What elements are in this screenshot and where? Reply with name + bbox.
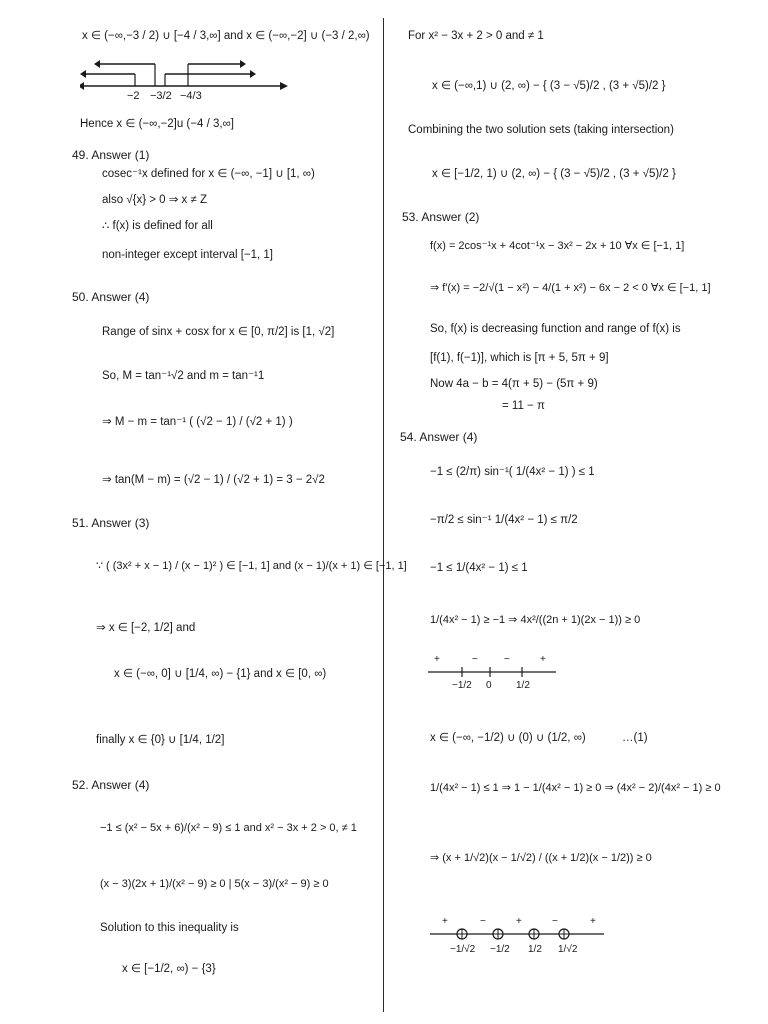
sign2-0: + [442, 916, 448, 927]
tick2-2: 1/2 [528, 944, 542, 955]
right-line-1: For x² − 3x + 2 > 0 and ≠ 1 [408, 30, 544, 42]
q52-line-b: (x − 3)(2x + 1)/(x² − 9) ≥ 0 | 5(x − 3)/(x² − 9) ≥ 0 [100, 878, 329, 890]
q53-header: 53. Answer (2) [402, 210, 480, 224]
q53-line-c: So, f(x) is decreasing function and range of f(x) is [430, 323, 681, 335]
q54-line-a: −1 ≤ (2/π) sin⁻¹( 1/(4x² − 1) ) ≤ 1 [430, 466, 595, 478]
tick1-0: −1/2 [452, 680, 472, 691]
tick2-1: −1/2 [490, 944, 510, 955]
q53-line-d: [f(1), f(−1)], which is [π + 5, 5π + 9] [430, 352, 609, 364]
q49-line-a: cosec⁻¹x defined for x ∈ (−∞, −1] ∪ [1, ∞) [102, 168, 315, 180]
left-line-1: x ∈ (−∞,−3 / 2) ∪ [−4 / 3,∞] and x ∈ (−∞,−2] ∪ (−3 / 2,∞) [82, 30, 370, 42]
hence-line: Hence x ∈ (−∞,−2]u (−4 / 3,∞] [80, 118, 234, 130]
sign1-0: + [434, 654, 440, 665]
q52-line-a: −1 ≤ (x² − 5x + 6)/(x² − 9) ≤ 1 and x² − 3x + 2 > 0, ≠ 1 [100, 822, 357, 834]
sign1-1: − [472, 654, 478, 665]
q49-line-b: also √{x} > 0 ⇒ x ≠ Z [102, 194, 208, 206]
q49-line-c: ∴ f(x) is defined for all [102, 220, 213, 232]
q49-header: 49. Answer (1) [72, 148, 150, 162]
q54-line-d: 1/(4x² − 1) ≥ −1 ⇒ 4x²/((2n + 1)(2x − 1)) ≥ 0 [430, 614, 641, 626]
sign2-3: − [552, 916, 558, 927]
tick2-3: 1/√2 [558, 944, 578, 955]
q53-line-a: f(x) = 2cos⁻¹x + 4cot⁻¹x − 3x² − 2x + 10 ∀x ∈ [−1, 1] [430, 240, 685, 252]
right-line-4: x ∈ [−1/2, 1) ∪ (2, ∞) − { (3 − √5)/2 , (3 + √5)/2 } [432, 168, 676, 180]
numline1-tick-3: −4/3 [180, 90, 202, 102]
sign2-4: + [590, 916, 596, 927]
q51-line-c: x ∈ (−∞, 0] ∪ [1/4, ∞) − {1} and x ∈ [0, ∞) [114, 668, 327, 680]
q52-header: 52. Answer (4) [72, 778, 150, 792]
column-divider [383, 18, 384, 1012]
tick1-2: 1/2 [516, 680, 530, 691]
q53-line-e: Now 4a − b = 4(π + 5) − (5π + 9) [430, 378, 598, 390]
q50-line-b: So, M = tan⁻¹√2 and m = tan⁻¹1 [102, 370, 265, 382]
numline1-tick-1: −2 [127, 90, 140, 102]
numline1-tick-2: −3/2 [150, 90, 172, 102]
q51-line-b: ⇒ x ∈ [−2, 1/2] and [96, 622, 196, 634]
right-line-3: Combining the two solution sets (taking intersection) [408, 124, 674, 136]
q50-line-d: ⇒ tan(M − m) = (√2 − 1) / (√2 + 1) = 3 − 2√2 [102, 474, 325, 486]
q54-line-b: −π/2 ≤ sin⁻¹ 1/(4x² − 1) ≤ π/2 [430, 514, 578, 526]
q53-line-b: ⇒ f′(x) = −2/√(1 − x²) − 4/(1 + x²) − 6x − 2 < 0 ∀x ∈ [−1, 1] [430, 282, 711, 294]
q51-line-a: ∵ ( (3x² + x − 1) / (x − 1)² ) ∈ [−1, 1] and (x − 1)/(x + 1) ∈ [−1, 1] [96, 560, 407, 572]
q54-line-e: x ∈ (−∞, −1/2) ∪ (0) ∪ (1/2, ∞) [430, 732, 586, 744]
q52-line-c: Solution to this inequality is [100, 922, 239, 934]
right-line-2: x ∈ (−∞,1) ∪ (2, ∞) − { (3 − √5)/2 , (3 + √5)/2 } [432, 80, 666, 92]
sign1-2: − [504, 654, 510, 665]
q54-line-e-tag: …(1) [622, 732, 648, 744]
tick1-1: 0 [486, 680, 492, 691]
tick2-0: −1/√2 [450, 944, 476, 955]
q54-line-g: ⇒ (x + 1/√2)(x − 1/√2) / ((x + 1/2)(x − 1/2)) ≥ 0 [430, 852, 652, 864]
q51-header: 51. Answer (3) [72, 516, 150, 530]
q49-line-d: non-integer except interval [−1, 1] [102, 249, 274, 261]
q53-line-f: = 11 − π [502, 400, 545, 412]
sign1-3: + [540, 654, 546, 665]
q52-line-d: x ∈ [−1/2, ∞) − {3} [122, 963, 216, 975]
right-column [386, 0, 768, 1024]
q50-header: 50. Answer (4) [72, 290, 150, 304]
sign2-2: + [516, 916, 522, 927]
q54-line-c: −1 ≤ 1/(4x² − 1) ≤ 1 [430, 562, 528, 574]
q50-line-a: Range of sinx + cosx for x ∈ [0, π/2] is [1, √2] [102, 326, 335, 338]
q51-line-d: finally x ∈ {0} ∪ [1/4, 1/2] [96, 734, 225, 746]
q50-line-c: ⇒ M − m = tan⁻¹ ( (√2 − 1) / (√2 + 1) ) [102, 416, 293, 428]
q54-header: 54. Answer (4) [400, 430, 478, 444]
q54-line-f: 1/(4x² − 1) ≤ 1 ⇒ 1 − 1/(4x² − 1) ≥ 0 ⇒ (4x² − 2)/(4x² − 1) ≥ 0 [430, 782, 721, 794]
sign2-1: − [480, 916, 486, 927]
